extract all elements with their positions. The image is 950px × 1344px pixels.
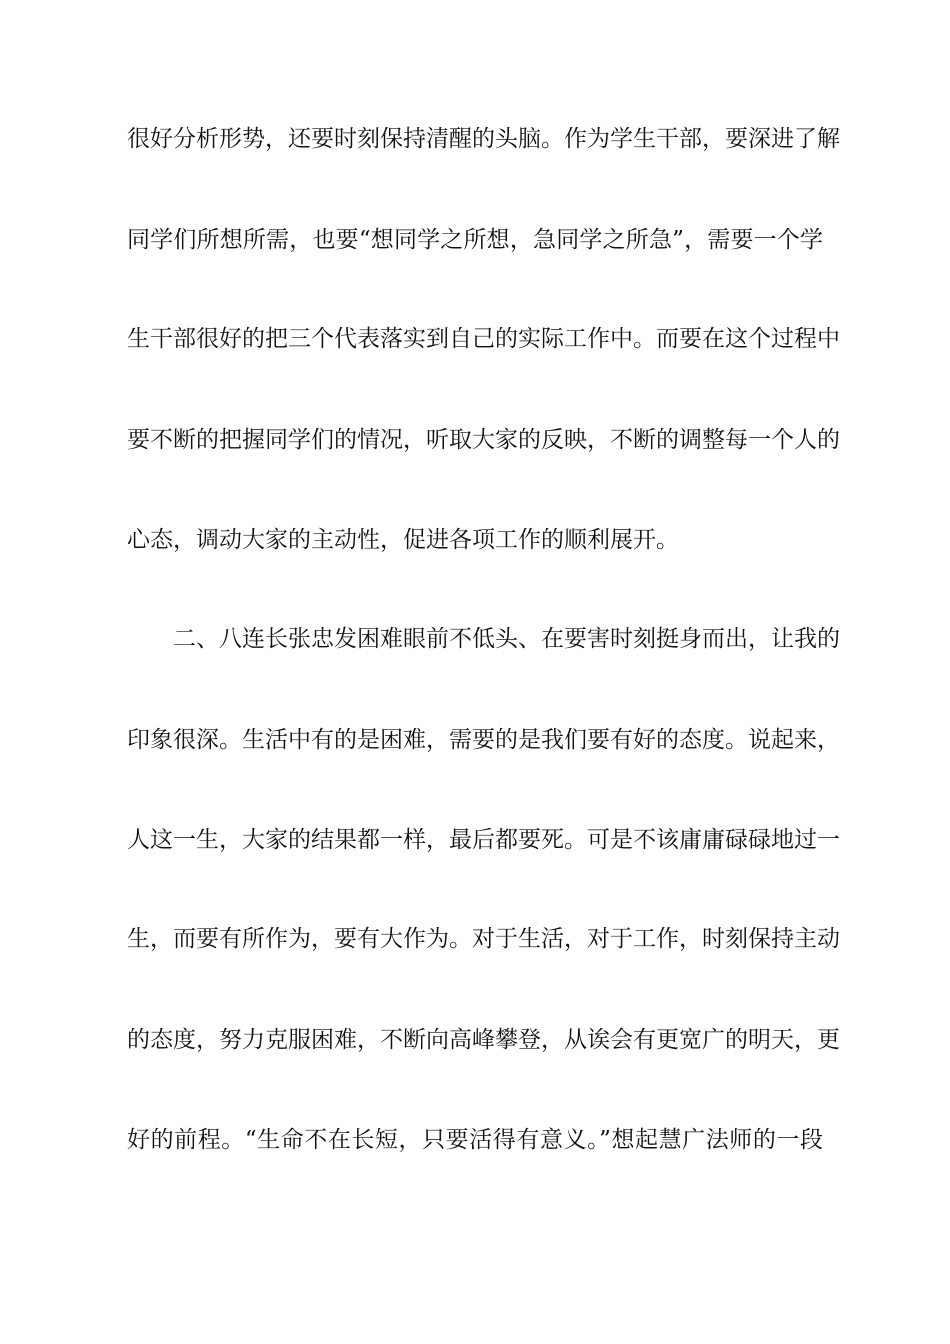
paragraph-line: 印象很深。生活中有的是困难，需要的是我们要有好的态度。说起来， xyxy=(127,727,840,753)
paragraph-line: 心态，调动大家的主动性，促进各项工作的顺利展开。 xyxy=(127,527,679,553)
paragraph-line: 人这一生，大家的结果都一样，最后都要死。可是不该庸庸碌碌地过一 xyxy=(127,827,840,853)
paragraph-first-line: 二、八连长张忠发困难眼前不低头、在要害时刻挺身而出，让我的 xyxy=(173,626,840,652)
paragraph-line: 好的前程。“生命不在长短，只要活得有意义。”想起慧广法师的一段 xyxy=(127,1127,823,1153)
paragraph-line: 同学们所想所需，也要“想同学之所想，急同学之所急”，需要一个学 xyxy=(127,227,823,253)
paragraph-line: 很好分析形势，还要时刻保持清醒的头脑。作为学生干部，要深进了解 xyxy=(127,126,840,152)
paragraph-line: 生，而要有所作为，要有大作为。对于生活，对于工作，时刻保持主动 xyxy=(127,926,840,952)
paragraph-line: 生干部很好的把三个代表落实到自己的实际工作中。而要在这个过程中 xyxy=(127,326,840,352)
paragraph-line: 要不断的把握同学们的情况，听取大家的反映，不断的调整每一个人的 xyxy=(127,427,840,453)
paragraph-line: 的态度，努力克服困难，不断向高峰攀登，从诶会有更宽广的明天，更 xyxy=(127,1027,840,1053)
